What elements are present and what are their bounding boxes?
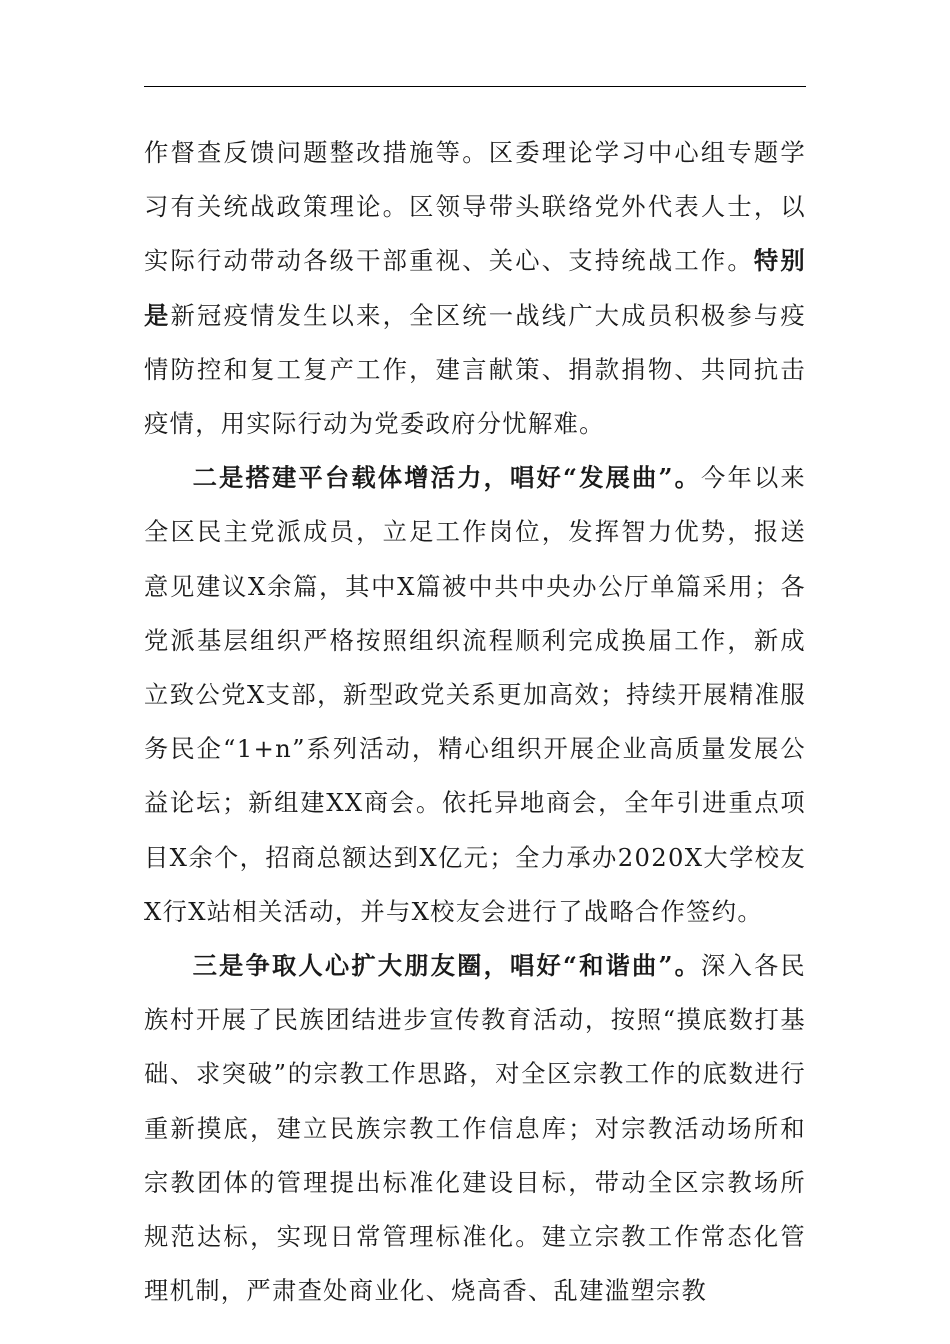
paragraph-3-heading: 三是争取人心扩大朋友圈，唱好“和谐曲”。 [192,951,702,981]
paragraph-2-body: 今年以来全区民主党派成员，立足工作岗位，发挥智力优势，报送意见建议X余篇，其中X篇被中共中央办公厅单篇采用；各党派基层组织严格按照组织流程顺利完成换届工作，新成立致公党X支部，新型政党关系更加高效；持续开展精准服务民企“1+n”系列活动，精心组织开展企业高质量发展公益论坛；新组建XX商会。依托异地商会，全年引进重点项目X余个，招商总额达到X亿元；全力承办2020X大学校友X行X站相关活动，并与X校友会进行了战略合作签约。 [144,463,807,926]
paragraph-1-text-a: 作督查反馈问题整改措施等。区委理论学习中心组专题学习有关统战政策理论。区领导带头联络党外代表人士，以实际行动带动各级干部重视、关心、支持统战工作。 [144,138,806,276]
paragraph-2 [144,451,806,939]
paragraph-1-text-b: 新冠疫情发生以来，全区统一战线广大成员积极参与疫情防控和复工复产工作，建言献策、捐款捐物、共同抗击疫情，用实际行动为党委政府分忧解难。 [144,300,806,439]
paragraph-3 [144,939,806,1318]
document-body [144,126,806,1318]
paragraph-1 [144,126,806,451]
paragraph-1-emphasis: 特别是 [144,246,806,330]
paragraph-3-body: 深入各民族村开展了民族团结进步宣传教育活动，按照“摸底数打基础、求突破”的宗教工作思路，对全区宗教工作的底数进行重新摸底，建立民族宗教工作信息库；对宗教活动场所和宗教团体的管理提出标准化建设目标，带动全区宗教场所规范达标，实现日常管理标准化。建立宗教工作常态化管理机制，严肃查处商业化、烧高香、乱建滥塑宗教 [144,951,807,1306]
header-rule [144,86,806,87]
paragraph-2-heading: 二是搭建平台载体增活力，唱好“发展曲”。 [192,463,702,493]
